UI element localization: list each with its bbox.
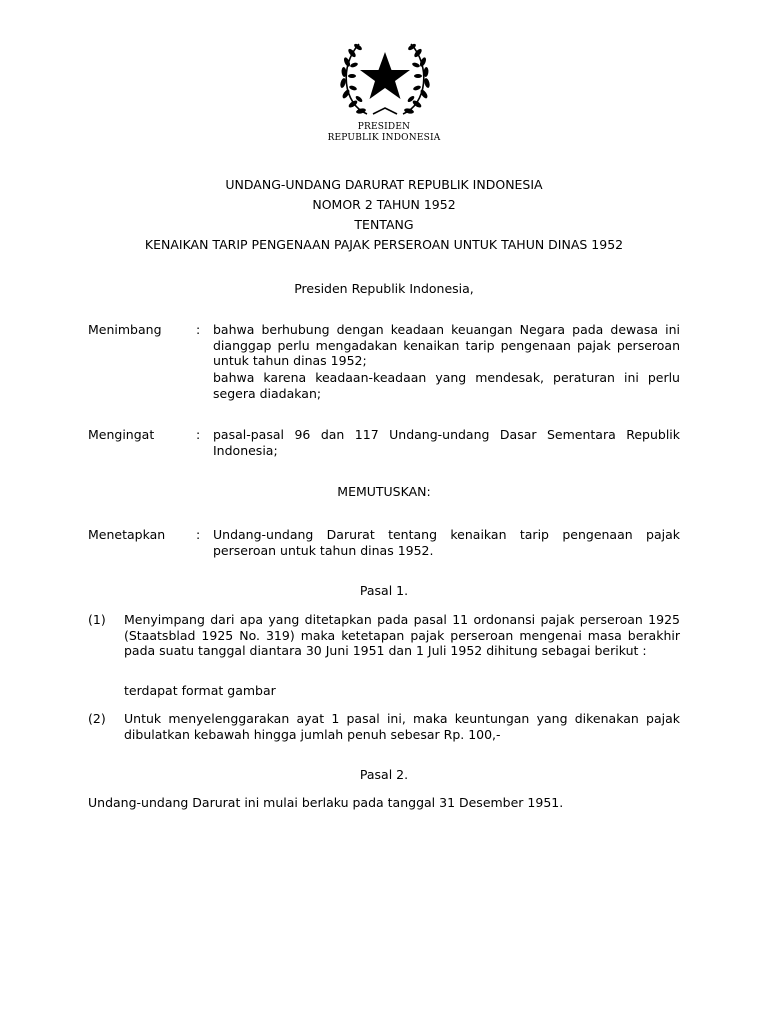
menetapkan-colon: : xyxy=(196,527,201,542)
seal-caption-line2: REPUBLIK INDONESIA xyxy=(327,133,441,143)
mengingat-colon: : xyxy=(196,427,201,442)
title-line2: NOMOR 2 TAHUN 1952 xyxy=(312,197,456,212)
memutuskan-heading: MEMUTUSKAN: xyxy=(337,484,431,499)
mengingat-label: Mengingat xyxy=(88,427,155,442)
menimbang-item-2: bahwa karena keadaan-keadaan yang mendesak, peraturan ini perlu segera diadakan; xyxy=(213,370,680,401)
mengingat-item-1: pasal-pasal 96 dan 117 Undang-undang Dasar Sementara Republik Indonesia; xyxy=(213,427,680,458)
menimbang-colon: : xyxy=(196,322,201,337)
title-line1: UNDANG-UNDANG DARURAT REPUBLIK INDONESIA xyxy=(225,177,543,192)
menetapkan-label: Menetapkan xyxy=(88,527,166,542)
pasal-2-text: Undang-undang Darurat ini mulai berlaku pada tanggal 31 Desember 1951. xyxy=(88,795,564,810)
menimbang-item-1: bahwa berhubung dengan keadaan keuangan Negara pada dewasa ini dianggap perlu mengadakan kenaikan tarip pengenaan pajak perseroan untuk tahun dinas 1952; xyxy=(213,322,680,368)
menimbang-label: Menimbang xyxy=(88,322,162,337)
preamble: Presiden Republik Indonesia, xyxy=(294,281,474,296)
ayat-1-text: Menyimpang dari apa yang ditetapkan pada pasal 11 ordonansi pajak perseroan 1925 (Staatsblad 1925 No. 319) maka ketetapan pajak perseroan mengenai masa berakhir pada suatu tanggal diantara 30 Juni 1951 dan 1 Juli 1952 dihitung sebagai berikut : xyxy=(124,612,680,658)
title-line4: KENAIKAN TARIP PENGENAAN PAJAK PERSEROAN UNTUK TAHUN DINAS 1952 xyxy=(144,237,624,252)
ayat-1-number: (1) xyxy=(88,612,106,627)
seal-caption-line1: PRESIDEN xyxy=(357,122,411,132)
ayat-2-number: (2) xyxy=(88,711,106,726)
menetapkan-text: Undang-undang Darurat tentang kenaikan tarip pengenaan pajak perseroan untuk tahun dinas 1952. xyxy=(213,527,680,558)
ayat-2-text: Untuk menyelenggarakan ayat 1 pasal ini, maka keuntungan yang dikenakan pajak dibulatkan kebawah hingga jumlah penuh sebesar Rp. 100,- xyxy=(124,711,680,742)
pasal-2-heading: Pasal 2. xyxy=(359,767,409,782)
title-line3: TENTANG xyxy=(354,217,414,232)
presidential-emblem-icon xyxy=(333,36,437,120)
pasal-1-heading: Pasal 1. xyxy=(359,583,409,598)
format-note: terdapat format gambar xyxy=(124,683,276,698)
